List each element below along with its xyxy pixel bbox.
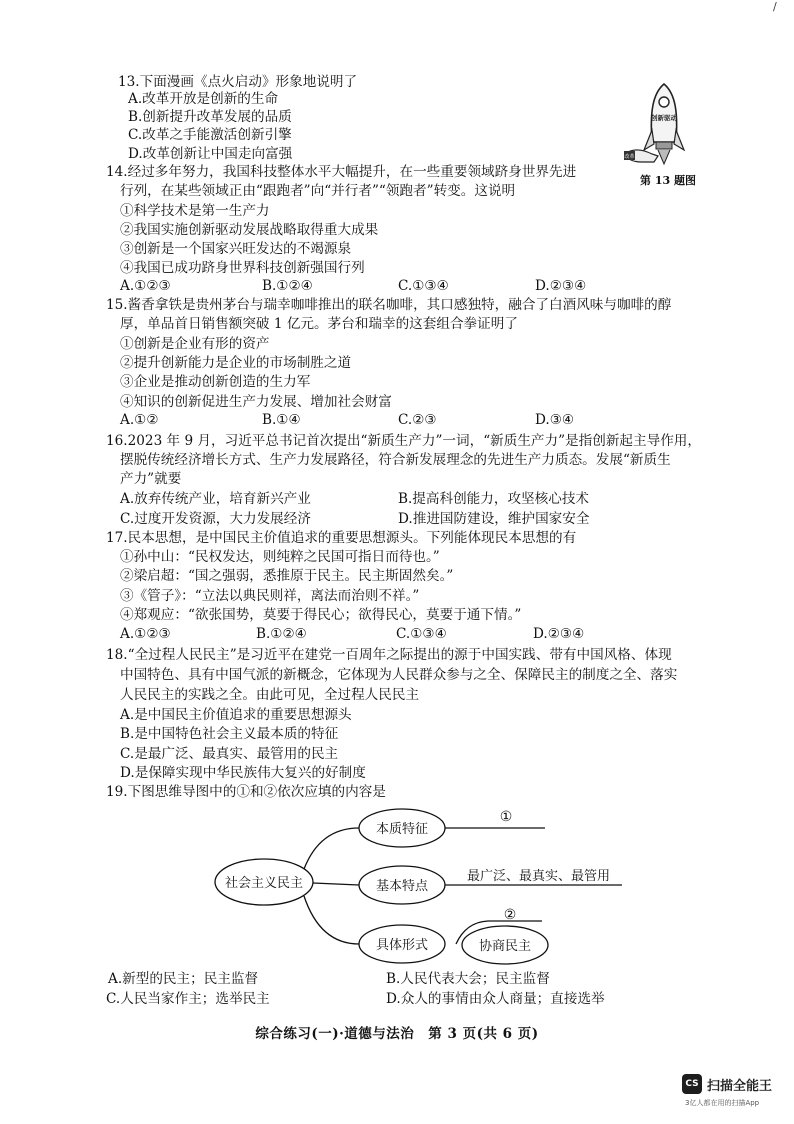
q15-statement-2: ②提升创新能力是企业的市场制胜之道 — [120, 355, 352, 371]
q14-stem-line1: 14.经过多年努力，我国科技整体水平大幅提升，在一些重要领域跻身世界先进 — [106, 164, 577, 180]
q13-option-c: C.改革之手能激活创新引擎 — [128, 127, 292, 143]
q19-option-d: D.众人的事情由众人商量；直接选举 — [386, 991, 605, 1007]
q18-option-b: B.是中国特色社会主义最本质的特征 — [120, 726, 339, 742]
q17-stem: 17.民本思想，是中国民主价值追求的重要思想源头。下列能体现民本思想的有 — [106, 530, 577, 546]
q14-statement-3: ③创新是一个国家兴旺发达的不竭源泉 — [120, 241, 352, 257]
mindmap-blank-1: ① — [499, 809, 513, 825]
mindmap-branch-forms: 具体形式 — [375, 938, 429, 953]
mindmap-leaf-form: 协商民主 — [478, 939, 532, 954]
hand-label: 改革 — [624, 154, 635, 160]
q18-stem-line1: 18.“全过程人民民主”是习近平在建党一百周年之际提出的源于中国实践、带有中国风格、体现 — [106, 647, 672, 663]
q18-option-c: C.是最广泛、最真实、最管用的民主 — [120, 746, 339, 762]
rocket-label: 创新驱动 — [651, 114, 677, 122]
q14-option-b: B.①②④ — [262, 278, 313, 294]
q17-option-c: C.①③④ — [396, 626, 447, 642]
q17-statement-1: ①孙中山：“民权发达，则纯粹之民国可指日而待也。” — [120, 549, 440, 565]
q15-statement-4: ④知识的创新促进生产力发展、增加社会财富 — [120, 394, 392, 410]
q13-option-d: D.改革创新让中国走向富强 — [128, 146, 293, 162]
q16-stem-line2: 摆脱传统经济增长方式、生产力发展路径，符合新发展理念的先进生产力质态。发展“新质生 — [120, 452, 671, 468]
q18-stem-line2: 中国特色、具有中国气派的新概念，它体现为人民群众参与之全、保障民主的制度之全、落实 — [120, 667, 678, 683]
q18-stem-line3: 人民民主的实践之全。由此可见，全过程人民民主 — [120, 687, 420, 703]
mindmap-root: 社会主义民主 — [224, 876, 304, 891]
q19-option-c: C.人民当家作主；选举民主 — [106, 991, 270, 1007]
q13-stem: 13.下面漫画《点火启动》形象地说明了 — [118, 74, 358, 90]
q16-stem-line1: 16.2023 年 9 月，习近平总书记首次提出“新质生产力”一词，“新质生产力”是指创新起主导作用， — [106, 433, 701, 449]
q13-option-b: B.创新提升改革发展的品质 — [128, 109, 292, 125]
q18-option-d: D.是保障实现中华民族伟大复兴的好制度 — [120, 765, 366, 781]
q14-stem-line2: 行列，在某些领域正由“跟跑者”向“并行者”“领跑者”转变。这说明 — [120, 183, 516, 199]
q19-option-a: A.新型的民主；民主监督 — [108, 971, 259, 987]
q15-stem-line1: 15.酱香拿铁是贵州茅台与瑞幸咖啡推出的联名咖啡，其口感独特，融合了白酒风味与咖啡的醇 — [106, 297, 672, 313]
corner-mark: / — [773, 0, 777, 13]
scanner-watermark — [682, 1074, 787, 1114]
q19-option-b: B.人民代表大会；民主监督 — [386, 971, 550, 987]
q17-option-b: B.①②④ — [256, 626, 307, 642]
q13-option-a: A.改革开放是创新的生命 — [128, 91, 279, 107]
q15-option-d: D.③④ — [535, 412, 575, 428]
q17-option-a: A.①②③ — [120, 626, 171, 642]
q15-option-c: C.②③ — [398, 412, 437, 428]
q14-statement-2: ②我国实施创新驱动发展战略取得重大成果 — [120, 222, 379, 238]
q13-figure-caption: 第 13 题图 — [640, 174, 696, 187]
q16-option-c: C.过度开发资源，大力发展经济 — [120, 511, 311, 527]
q16-option-a: A.放弃传统产业，培育新兴产业 — [120, 491, 311, 507]
q14-statement-4: ④我国已成功跻身世界科技创新强国行列 — [120, 260, 365, 276]
q16-option-b: B.提高科创能力，攻坚核心技术 — [398, 491, 590, 507]
q16-option-d: D.推进国防建设，维护国家安全 — [398, 511, 590, 527]
mindmap-branch-essence: 本质特征 — [375, 822, 429, 837]
page-footer: 综合练习(一)·道德与法治 第 3 页(共 6 页) — [255, 1026, 539, 1042]
q19-mind-map — [210, 806, 630, 966]
q15-statement-3: ③企业是推动创新创造的生力军 — [120, 374, 311, 390]
mindmap-branch-features: 基本特点 — [375, 879, 429, 894]
scanner-logo: CS — [682, 1074, 702, 1094]
scanner-name: 扫描全能王 — [707, 1079, 773, 1094]
q17-statement-2: ②梁启超：“国之强弱，悉推原于民主。民主斯固然矣。” — [120, 568, 454, 584]
q19-stem: 19.下图思维导图中的①和②依次应填的内容是 — [106, 784, 386, 800]
q14-statement-1: ①科学技术是第一生产力 — [120, 203, 270, 219]
scanner-tagline: 3亿人都在用的扫描App — [685, 1099, 760, 1107]
q14-option-d: D.②③④ — [535, 278, 587, 294]
q18-option-a: A.是中国民主价值追求的重要思想源头 — [120, 707, 352, 723]
q16-stem-line3: 产力”就要 — [120, 471, 182, 487]
mindmap-leaf-feature: 最广泛、最真实、最管用 — [467, 869, 611, 884]
q15-option-a: A.①② — [120, 412, 159, 428]
q15-statement-1: ①创新是企业有形的资产 — [120, 336, 270, 352]
q15-option-b: B.①④ — [262, 412, 301, 428]
q17-statement-4: ④郑观应：“欲张国势，莫要于得民心；欲得民心，莫要于通下情。” — [120, 607, 522, 623]
q17-statement-3: ③《管子》：“立法以典民则祥，离法而治则不祥。” — [120, 588, 420, 604]
mindmap-blank-2: ② — [503, 907, 517, 923]
q15-stem-line2: 厚，单品首日销售额突破 1 亿元。茅台和瑞幸的这套组合拳证明了 — [120, 316, 518, 332]
q14-option-a: A.①②③ — [120, 278, 171, 294]
q17-option-d: D.②③④ — [533, 626, 585, 642]
q14-option-c: C.①③④ — [398, 278, 449, 294]
